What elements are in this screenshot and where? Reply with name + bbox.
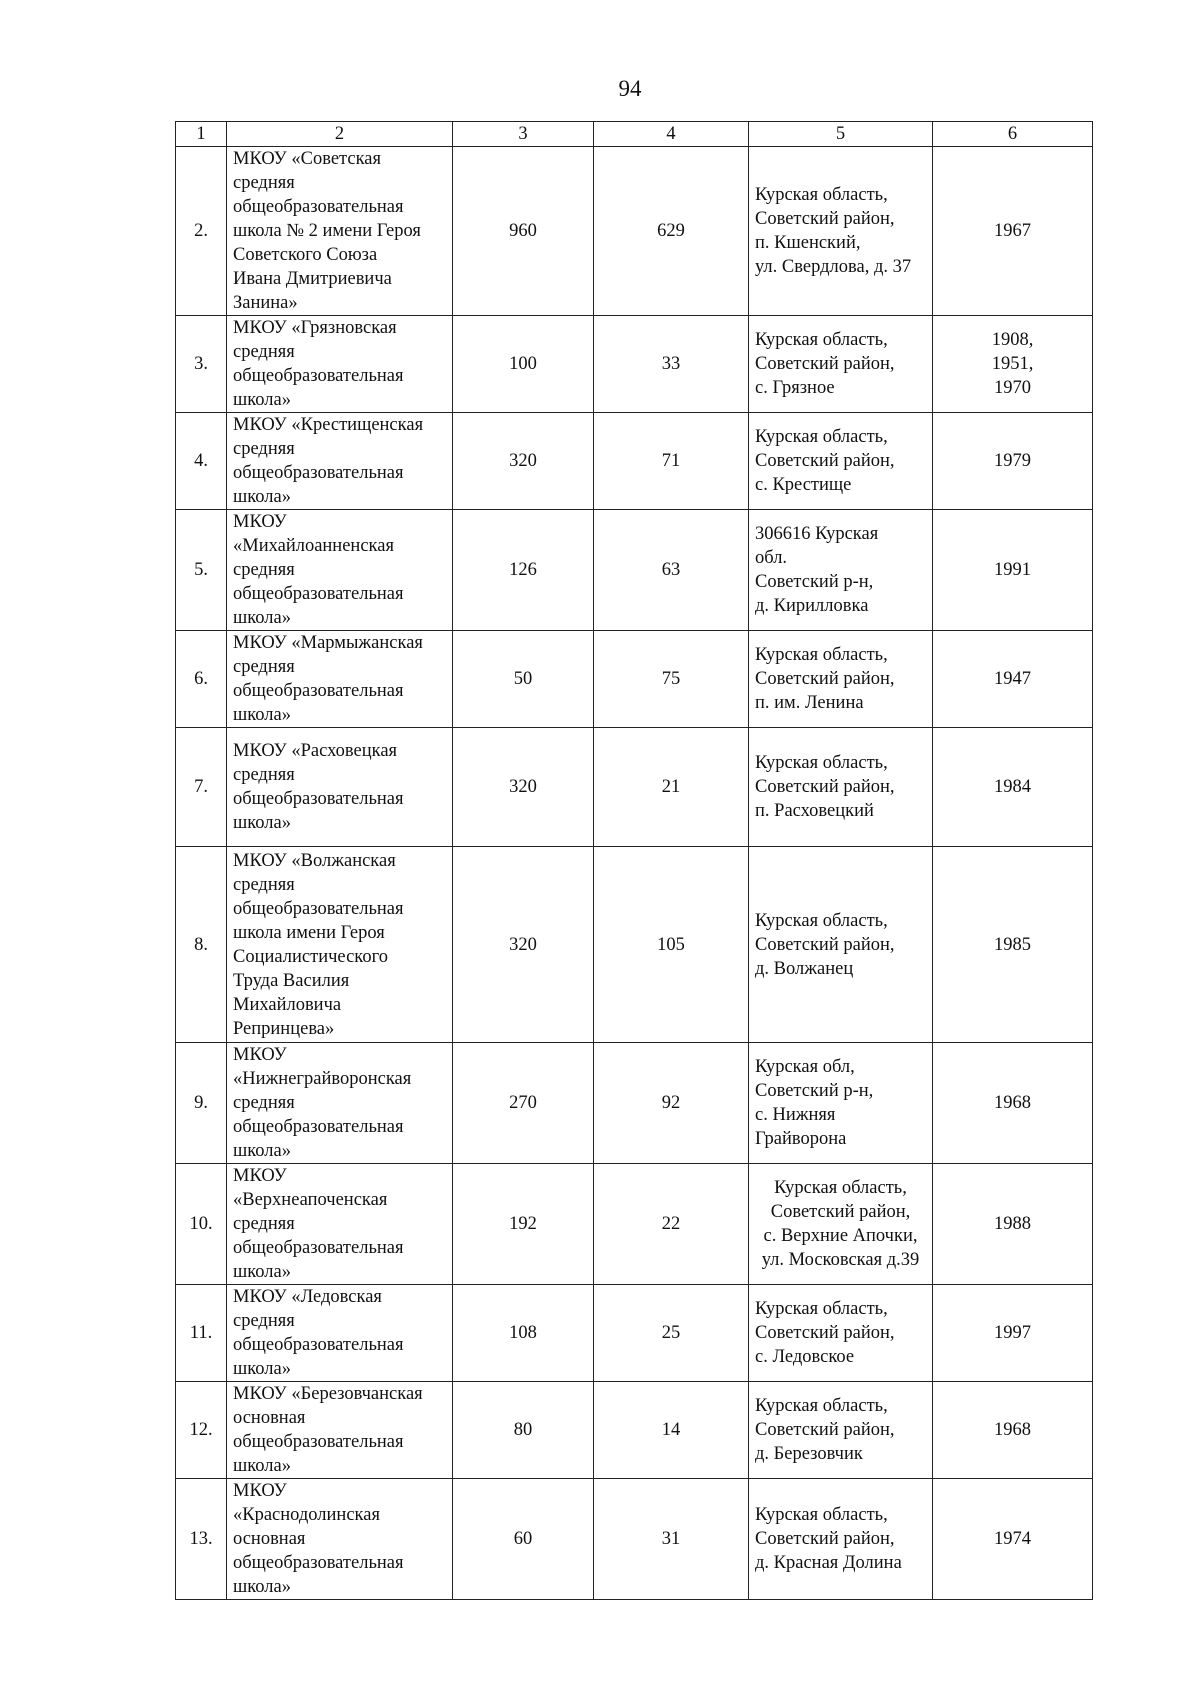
capacity-cell: 192 xyxy=(453,1164,594,1285)
row-number: 9. xyxy=(176,1043,227,1164)
school-name: МКОУ «Расховецкая средняя общеобразовательная школа» xyxy=(227,728,453,847)
table-row xyxy=(176,847,1093,1043)
table-row xyxy=(176,316,1093,413)
capacity-cell: 320 xyxy=(453,847,594,1043)
column-header: 2 xyxy=(227,122,453,147)
address-cell: Курская область, Советский район, с. Крестище xyxy=(749,413,933,510)
address-cell: Курская область, Советский район, п. Расховецкий xyxy=(749,728,933,847)
table-row xyxy=(176,1382,1093,1479)
table-row xyxy=(176,147,1093,316)
column-header: 1 xyxy=(176,122,227,147)
table-row xyxy=(176,510,1093,631)
row-number: 3. xyxy=(176,316,227,413)
table-row xyxy=(176,1479,1093,1600)
count-cell: 14 xyxy=(594,1382,749,1479)
row-number: 2. xyxy=(176,147,227,316)
capacity-cell: 126 xyxy=(453,510,594,631)
capacity-cell: 50 xyxy=(453,631,594,728)
school-name: МКОУ «Грязновская средняя общеобразовательная школа» xyxy=(227,316,453,413)
address-cell: Курская область, Советский район, д. Красная Долина xyxy=(749,1479,933,1600)
school-name: МКОУ «Нижнеграйворонская средняя общеобразовательная школа» xyxy=(227,1043,453,1164)
year-cell: 1947 xyxy=(933,631,1093,728)
school-name: МКОУ «Михайлоанненская средняя общеобразовательная школа» xyxy=(227,510,453,631)
year-cell: 1908, 1951, 1970 xyxy=(933,316,1093,413)
row-number: 13. xyxy=(176,1479,227,1600)
capacity-cell: 320 xyxy=(453,728,594,847)
school-name: МКОУ «Березовчанская основная общеобразовательная школа» xyxy=(227,1382,453,1479)
count-cell: 71 xyxy=(594,413,749,510)
table-row xyxy=(176,1285,1093,1382)
table-row xyxy=(176,631,1093,728)
capacity-cell: 320 xyxy=(453,413,594,510)
address-cell: Курская обл, Советский р-н, с. Нижняя Грайворона xyxy=(749,1043,933,1164)
table-row xyxy=(176,413,1093,510)
table-row xyxy=(176,1043,1093,1164)
row-number: 7. xyxy=(176,728,227,847)
count-cell: 22 xyxy=(594,1164,749,1285)
address-cell: Курская область, Советский район, п. им. Ленина xyxy=(749,631,933,728)
count-cell: 105 xyxy=(594,847,749,1043)
year-cell: 1984 xyxy=(933,728,1093,847)
year-cell: 1991 xyxy=(933,510,1093,631)
capacity-cell: 108 xyxy=(453,1285,594,1382)
column-header: 5 xyxy=(749,122,933,147)
year-cell: 1985 xyxy=(933,847,1093,1043)
table-header-row xyxy=(176,122,1093,147)
count-cell: 33 xyxy=(594,316,749,413)
count-cell: 629 xyxy=(594,147,749,316)
address-cell: Курская область, Советский район, п. Кшенский, ул. Свердлова, д. 37 xyxy=(749,147,933,316)
address-cell: Курская область, Советский район, с. Верхние Апочки, ул. Московская д.39 xyxy=(749,1164,933,1285)
school-name: МКОУ «Волжанская средняя общеобразовательная школа имени Героя Социалистического Труда Василия Михайловича Репринцева» xyxy=(227,847,453,1043)
count-cell: 92 xyxy=(594,1043,749,1164)
column-header: 3 xyxy=(453,122,594,147)
table-row xyxy=(176,1164,1093,1285)
count-cell: 31 xyxy=(594,1479,749,1600)
row-number: 11. xyxy=(176,1285,227,1382)
capacity-cell: 270 xyxy=(453,1043,594,1164)
capacity-cell: 100 xyxy=(453,316,594,413)
year-cell: 1974 xyxy=(933,1479,1093,1600)
row-number: 6. xyxy=(176,631,227,728)
year-cell: 1997 xyxy=(933,1285,1093,1382)
school-name: МКОУ «Верхнеапоченская средняя общеобразовательная школа» xyxy=(227,1164,453,1285)
row-number: 12. xyxy=(176,1382,227,1479)
school-name: МКОУ «Советская средняя общеобразовательная школа № 2 имени Героя Советского Союза Ивана Дмитриевича Занина» xyxy=(227,147,453,316)
schools-table xyxy=(175,121,1093,1600)
table-row xyxy=(176,728,1093,847)
year-cell: 1967 xyxy=(933,147,1093,316)
row-number: 5. xyxy=(176,510,227,631)
school-name: МКОУ «Краснодолинская основная общеобразовательная школа» xyxy=(227,1479,453,1600)
count-cell: 21 xyxy=(594,728,749,847)
school-name: МКОУ «Ледовская средняя общеобразовательная школа» xyxy=(227,1285,453,1382)
count-cell: 63 xyxy=(594,510,749,631)
year-cell: 1979 xyxy=(933,413,1093,510)
column-header: 4 xyxy=(594,122,749,147)
address-cell: Курская область, Советский район, д. Волжанец xyxy=(749,847,933,1043)
row-number: 8. xyxy=(176,847,227,1043)
capacity-cell: 60 xyxy=(453,1479,594,1600)
school-name: МКОУ «Крестищенская средняя общеобразовательная школа» xyxy=(227,413,453,510)
year-cell: 1988 xyxy=(933,1164,1093,1285)
address-cell: 306616 Курская обл. Советский р-н, д. Кирилловка xyxy=(749,510,933,631)
year-cell: 1968 xyxy=(933,1043,1093,1164)
address-cell: Курская область, Советский район, д. Березовчик xyxy=(749,1382,933,1479)
row-number: 10. xyxy=(176,1164,227,1285)
year-cell: 1968 xyxy=(933,1382,1093,1479)
count-cell: 25 xyxy=(594,1285,749,1382)
address-cell: Курская область, Советский район, с. Ледовское xyxy=(749,1285,933,1382)
page-number: 94 xyxy=(618,76,642,101)
row-number: 4. xyxy=(176,413,227,510)
capacity-cell: 960 xyxy=(453,147,594,316)
column-header: 6 xyxy=(933,122,1093,147)
count-cell: 75 xyxy=(594,631,749,728)
school-name: МКОУ «Мармыжанская средняя общеобразовательная школа» xyxy=(227,631,453,728)
address-cell: Курская область, Советский район, с. Грязное xyxy=(749,316,933,413)
capacity-cell: 80 xyxy=(453,1382,594,1479)
